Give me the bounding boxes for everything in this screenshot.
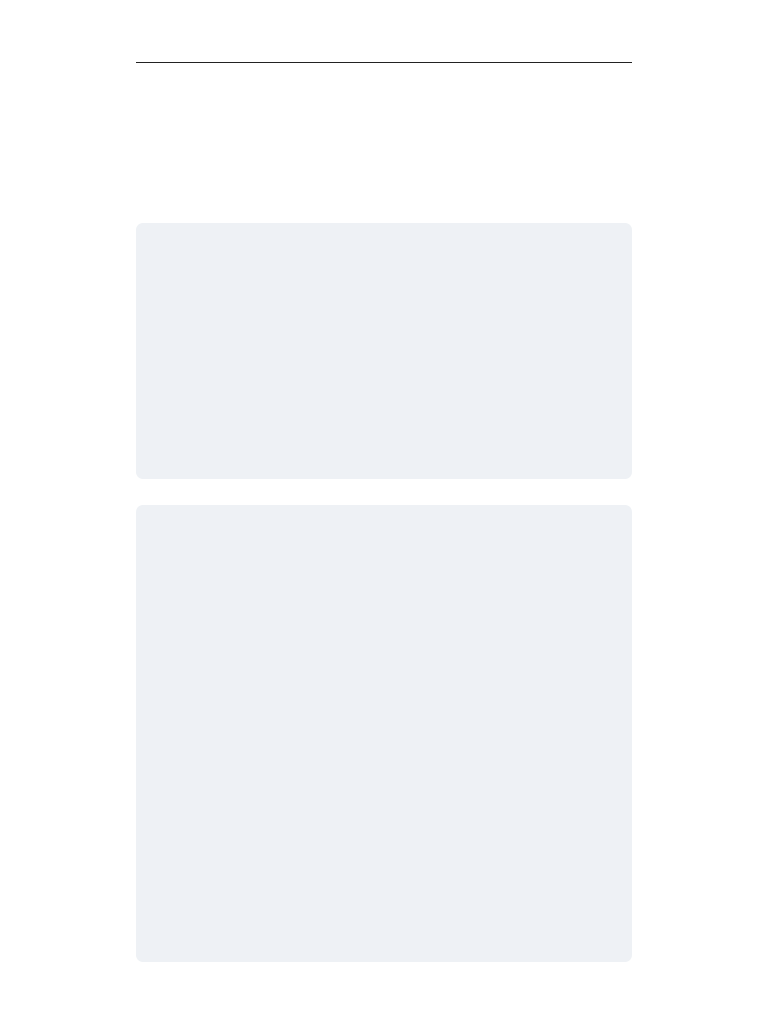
top-rule (136, 62, 632, 63)
contributions-box (136, 505, 632, 962)
summary-box (136, 223, 632, 479)
